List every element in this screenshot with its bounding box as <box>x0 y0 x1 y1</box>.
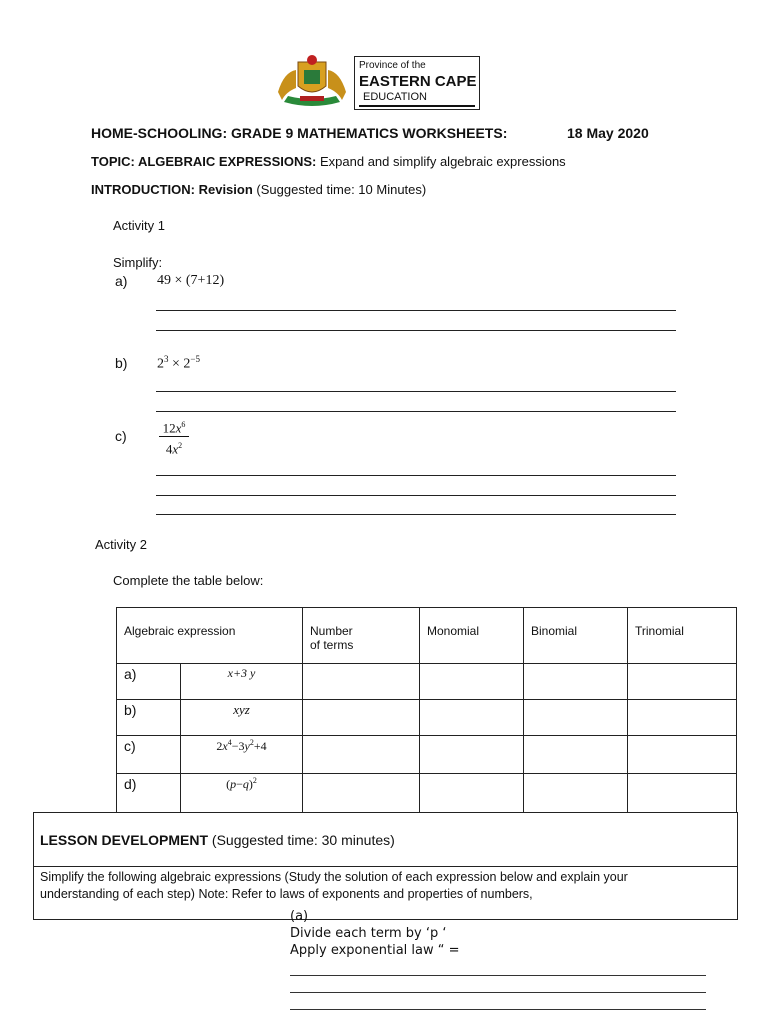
logo-eastern-cape-line: EASTERN CAPE <box>359 73 477 90</box>
lesson-development-box <box>33 812 738 920</box>
activity1-instruction: Simplify: <box>113 255 163 270</box>
header-monomial: Monomial <box>420 608 524 664</box>
topic-label: TOPIC: ALGEBRAIC EXPRESSIONS: <box>91 154 317 169</box>
answer-cell[interactable] <box>628 664 737 700</box>
answer-cell[interactable] <box>628 774 737 814</box>
item-a-label: a) <box>115 273 128 289</box>
logo-text-box <box>354 56 480 110</box>
coat-of-arms-logo <box>274 52 350 110</box>
table-row <box>117 700 737 736</box>
worksheet-date: 18 May 2020 <box>567 125 649 141</box>
activity2-instruction: Complete the table below: <box>113 573 264 588</box>
answer-cell[interactable] <box>420 774 524 814</box>
answer-cell[interactable] <box>628 700 737 736</box>
solution-step2: Apply exponential law “ = <box>290 943 460 958</box>
table-row <box>117 664 737 700</box>
answer-line <box>156 310 676 311</box>
header-trinomial: Trinomial <box>628 608 737 664</box>
solution-answer-line <box>290 1009 706 1010</box>
row-label: d) <box>117 774 181 814</box>
header-number-of-terms <box>303 608 420 664</box>
header-binomial: Binomial <box>524 608 628 664</box>
header-algebraic-expression: Algebraic expression <box>117 608 303 664</box>
activity1-title: Activity 1 <box>113 218 166 233</box>
answer-cell[interactable] <box>420 664 524 700</box>
answer-cell[interactable] <box>303 736 420 774</box>
lesson-body <box>40 869 628 903</box>
header-number-line1: Number <box>310 624 353 638</box>
answer-cell[interactable] <box>420 736 524 774</box>
header-number-line2: of terms <box>310 638 354 652</box>
answer-line <box>156 514 676 515</box>
item-c-label: c) <box>115 428 127 444</box>
solution-label: (a) <box>290 909 309 924</box>
classification-table <box>116 607 737 814</box>
answer-line <box>156 495 676 496</box>
lesson-time: (Suggested time: 30 minutes) <box>211 832 395 848</box>
answer-cell[interactable] <box>420 700 524 736</box>
table-header-row <box>117 608 737 664</box>
activity2-title: Activity 2 <box>95 537 148 552</box>
logo-education-line: EDUCATION <box>363 91 427 103</box>
answer-cell[interactable] <box>524 664 628 700</box>
row-expression: $2x^4-3y^2+4$ <box>181 736 303 774</box>
row-label: c) <box>117 736 181 774</box>
answer-line <box>156 475 676 476</box>
item-c-fraction: $12x^6$ $4x^2$ <box>157 416 191 458</box>
item-a-expression: 49 × (7+12) <box>157 273 225 288</box>
introduction-label: INTRODUCTION: Revision <box>91 182 253 197</box>
logo-underline <box>359 105 475 107</box>
item-b-label: b) <box>115 355 128 371</box>
answer-line <box>156 330 676 331</box>
answer-line <box>156 391 676 392</box>
introduction-time: (Suggested time: 10 Minutes) <box>256 182 427 197</box>
answer-cell[interactable] <box>524 700 628 736</box>
table-row <box>117 774 737 814</box>
lesson-body-line1: Simplify the following algebraic expressions (Study the solution of each expression below and explain your <box>40 870 628 884</box>
lesson-heading <box>40 832 395 848</box>
answer-cell[interactable] <box>303 664 420 700</box>
solution-answer-line <box>290 975 706 976</box>
table-row <box>117 736 737 774</box>
lesson-body-line2: understanding of each step) Note: Refer to laws of exponents and properties of numbers, <box>40 887 533 901</box>
solution-step1: Divide each term by ‘p ‘ <box>290 926 447 941</box>
item-b-expression: $2^3 \times 2^{-5}$ <box>157 354 200 372</box>
topic-text: Expand and simplify algebraic expressions <box>320 154 566 169</box>
answer-line <box>156 411 676 412</box>
lesson-title: LESSON DEVELOPMENT <box>40 832 209 848</box>
row-expression: x+3 y <box>181 664 303 700</box>
introduction-line <box>91 182 426 197</box>
lesson-heading-row <box>34 813 737 867</box>
row-expression: xyz <box>181 700 303 736</box>
answer-cell[interactable] <box>628 736 737 774</box>
answer-cell[interactable] <box>524 736 628 774</box>
answer-cell[interactable] <box>303 774 420 814</box>
solution-answer-line <box>290 992 706 993</box>
topic-line <box>91 154 566 169</box>
row-label: a) <box>117 664 181 700</box>
row-label: b) <box>117 700 181 736</box>
worksheet-title: HOME-SCHOOLING: GRADE 9 MATHEMATICS WORKSHEETS: <box>91 125 508 141</box>
logo-province-line: Province of the <box>359 60 426 71</box>
row-expression: $(p-q)^2$ <box>181 774 303 814</box>
answer-cell[interactable] <box>524 774 628 814</box>
answer-cell[interactable] <box>303 700 420 736</box>
